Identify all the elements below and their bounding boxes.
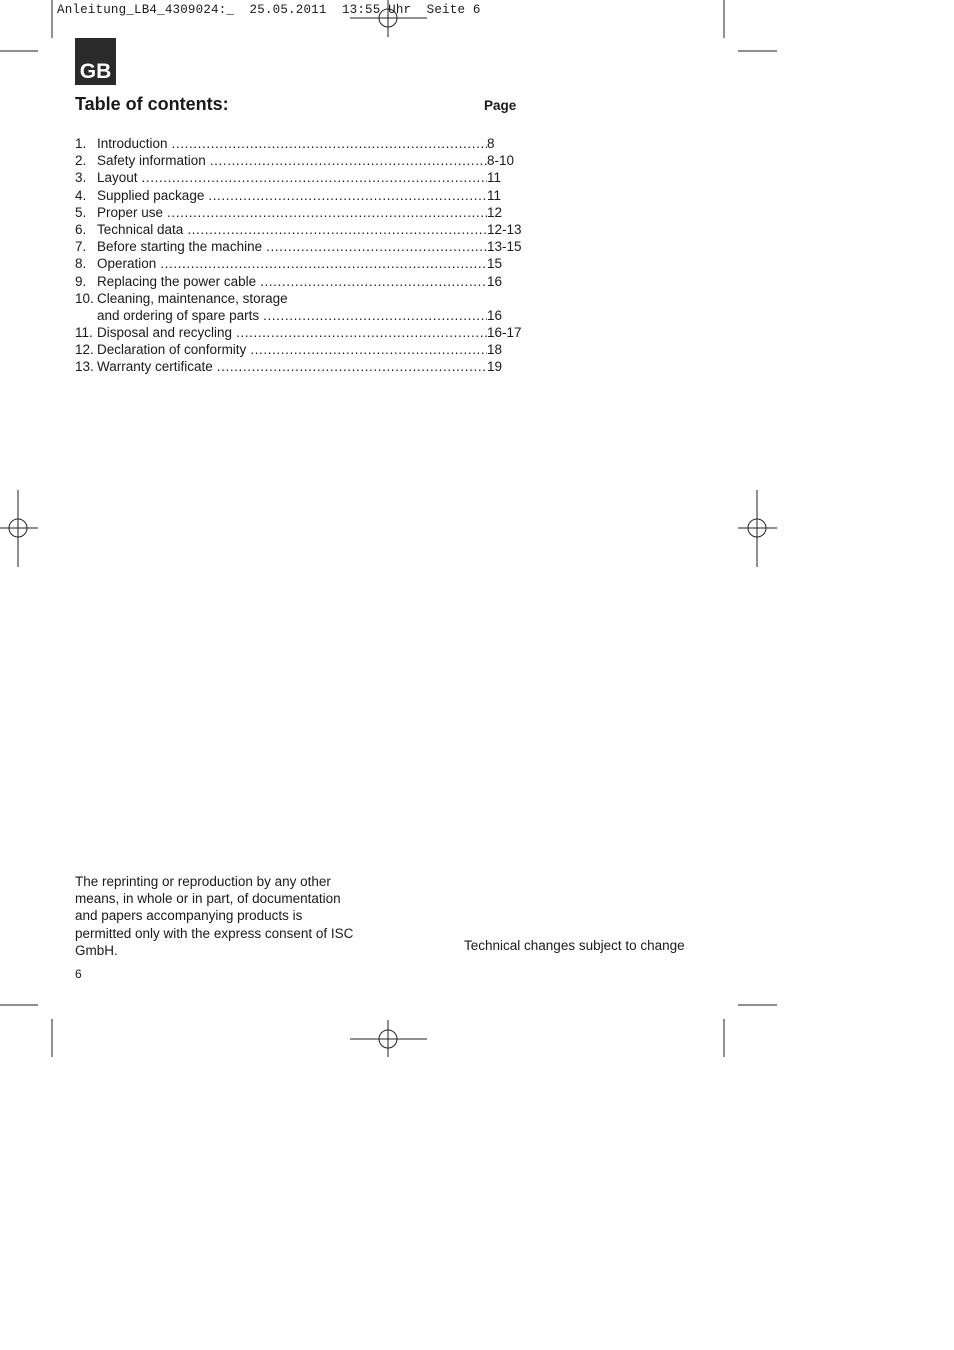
toc-entry-number: 6. bbox=[75, 221, 87, 237]
toc-entry-page: 12 bbox=[487, 204, 503, 220]
toc-entry-page: 12-13 bbox=[487, 221, 522, 237]
toc-entry bbox=[75, 273, 525, 290]
toc-entry bbox=[75, 169, 525, 186]
toc-entry-page: 16 bbox=[487, 307, 503, 323]
toc-entry-page bbox=[487, 290, 525, 307]
toc-leader-dots bbox=[142, 169, 487, 186]
toc-entry-title: Before starting the machine bbox=[97, 239, 263, 255]
toc-leader-dots bbox=[160, 255, 487, 272]
toc-entry-title: Replacing the power cable bbox=[97, 273, 257, 289]
toc-entry-title: Technical data bbox=[97, 221, 184, 237]
toc-entry-number: 4. bbox=[75, 187, 87, 203]
toc-entry-number: 1. bbox=[75, 136, 87, 151]
toc-entry-number: 11. bbox=[75, 325, 93, 341]
toc-entry-title: Introduction bbox=[97, 136, 168, 151]
toc-entry-page: 8-10 bbox=[487, 153, 515, 169]
toc-leader-dots bbox=[263, 307, 487, 324]
toc-entry-title: Cleaning, maintenance, storage bbox=[97, 290, 288, 306]
toc-entry-number: 12. bbox=[75, 342, 94, 358]
print-header: Anleitung_LB4_4309024:_ 25.05.2011 13:55 Uhr Seite 6 bbox=[57, 3, 481, 17]
page-number: 6 bbox=[75, 967, 82, 981]
toc-entry-page: 16-17 bbox=[487, 325, 522, 341]
toc-entry-title: Disposal and recycling bbox=[97, 325, 233, 341]
toc-entry-title: and ordering of spare parts bbox=[97, 307, 260, 323]
toc-leader-dots bbox=[172, 135, 487, 152]
toc-entry-page: 19 bbox=[487, 359, 503, 375]
toc-entry bbox=[75, 358, 525, 375]
toc-title: Table of contents: bbox=[75, 94, 229, 114]
toc-leader-dots bbox=[250, 341, 487, 358]
toc-entry-title: Warranty certificate bbox=[97, 359, 213, 375]
toc-leader-dots bbox=[266, 238, 487, 255]
toc-entry-page: 15 bbox=[487, 256, 503, 272]
toc-entry bbox=[75, 187, 525, 204]
toc-entry-title: Supplied package bbox=[97, 187, 205, 203]
toc-leader-dots bbox=[208, 187, 487, 204]
toc-entry bbox=[75, 135, 525, 152]
reproduction-notice-line: GmbH. bbox=[75, 942, 118, 958]
toc-entry bbox=[75, 238, 525, 255]
toc-entry-title: Declaration of conformity bbox=[97, 342, 247, 358]
language-badge: GB bbox=[75, 38, 116, 85]
toc-entry bbox=[75, 255, 525, 272]
toc-entry bbox=[75, 152, 525, 169]
reproduction-notice-line: permitted only with the express consent of ISC bbox=[75, 925, 354, 941]
toc-entry-number: 7. bbox=[75, 239, 87, 255]
table-of-contents bbox=[75, 135, 525, 376]
toc-entry-title: Operation bbox=[97, 256, 157, 272]
toc-entry-page: 8 bbox=[487, 136, 495, 151]
toc-leader-dots bbox=[167, 204, 487, 221]
toc-entry bbox=[75, 307, 525, 324]
reproduction-notice bbox=[75, 873, 395, 959]
toc-entry-page: 16 bbox=[487, 273, 503, 289]
toc-entry-number: 5. bbox=[75, 204, 87, 220]
toc-entry bbox=[75, 221, 525, 238]
reproduction-notice-line: and papers accompanying products is bbox=[75, 908, 303, 924]
toc-entry-number: 13. bbox=[75, 359, 94, 375]
toc-leader-dots bbox=[260, 273, 487, 290]
toc-entry-page: 11 bbox=[487, 170, 502, 186]
toc-leader-dots bbox=[292, 290, 487, 307]
toc-entry bbox=[75, 341, 525, 358]
toc-leader-dots bbox=[187, 221, 487, 238]
toc-entry-page: 18 bbox=[487, 342, 503, 358]
toc-entry-page: 13-15 bbox=[487, 239, 522, 255]
toc-entry-title: Layout bbox=[97, 170, 138, 186]
technical-changes-note: Technical changes subject to change bbox=[464, 938, 685, 953]
toc-entry-number: 2. bbox=[75, 153, 87, 169]
toc-leader-dots bbox=[236, 324, 487, 341]
toc-entry bbox=[75, 290, 525, 307]
toc-entry-title: Proper use bbox=[97, 204, 164, 220]
toc-entry-number: 3. bbox=[75, 170, 87, 186]
toc-entry-title: Safety information bbox=[97, 153, 206, 169]
reproduction-notice-line: The reprinting or reproduction by any other bbox=[75, 874, 331, 889]
toc-leader-dots bbox=[210, 152, 487, 169]
toc-page-heading: Page bbox=[484, 98, 517, 113]
toc-entry-number bbox=[75, 307, 97, 324]
toc-leader-dots bbox=[217, 358, 487, 375]
toc-entry-page: 11 bbox=[487, 187, 502, 203]
toc-entry bbox=[75, 324, 525, 341]
toc-entry-number: 8. bbox=[75, 256, 87, 272]
toc-entry bbox=[75, 204, 525, 221]
toc-entry-number: 10. bbox=[75, 290, 94, 306]
reproduction-notice-line: means, in whole or in part, of documentation bbox=[75, 891, 341, 907]
toc-entry-number: 9. bbox=[75, 273, 87, 289]
